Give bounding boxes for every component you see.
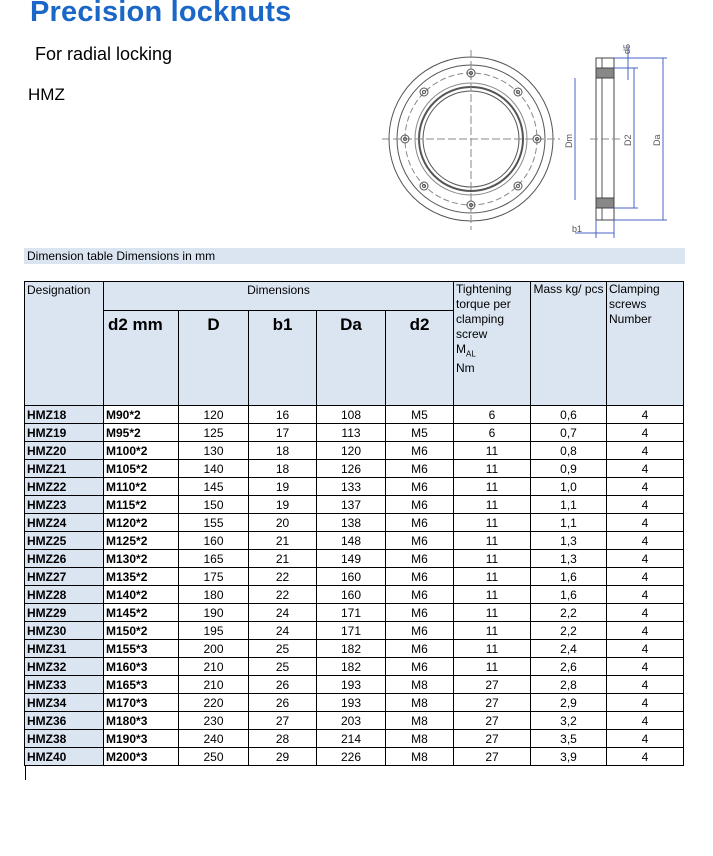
table-cell: 27 — [454, 712, 531, 730]
table-cell: 0,6 — [531, 406, 607, 424]
table-cell: 2,4 — [531, 640, 607, 658]
table-cell: 230 — [179, 712, 249, 730]
table-cell: 1,6 — [531, 586, 607, 604]
table-cell: M8 — [386, 694, 454, 712]
table-cell: 4 — [607, 514, 684, 532]
table-cell: 180 — [179, 586, 249, 604]
table-cell: M165*3 — [104, 676, 179, 694]
table-cell: 2,6 — [531, 658, 607, 676]
table-cell: 19 — [249, 478, 317, 496]
table-cell: M8 — [386, 712, 454, 730]
header-mass: Mass kg/ pcs — [531, 282, 607, 406]
page-title: Precision locknuts — [30, 0, 292, 28]
table-cell: 0,7 — [531, 424, 607, 442]
table-cell: M90*2 — [104, 406, 179, 424]
table-row — [25, 640, 684, 658]
table-cell: 2,2 — [531, 604, 607, 622]
table-cell: 4 — [607, 532, 684, 550]
table-cell: 4 — [607, 676, 684, 694]
table-cell: 1,3 — [531, 532, 607, 550]
table-cell: 4 — [607, 496, 684, 514]
table-cell: 4 — [607, 604, 684, 622]
table-cell: HMZ25 — [25, 532, 104, 550]
table-cell: 108 — [317, 406, 386, 424]
table-cell: M155*3 — [104, 640, 179, 658]
table-cell: 4 — [607, 406, 684, 424]
table-cell: 16 — [249, 406, 317, 424]
table-cell: 11 — [454, 568, 531, 586]
table-cell: M145*2 — [104, 604, 179, 622]
table-cell: 6 — [454, 424, 531, 442]
table-cell: M150*2 — [104, 622, 179, 640]
table-cell: 2,9 — [531, 694, 607, 712]
table-cell: M6 — [386, 640, 454, 658]
table-cell: 200 — [179, 640, 249, 658]
table-cell: HMZ28 — [25, 586, 104, 604]
table-row — [25, 658, 684, 676]
table-cell: HMZ18 — [25, 406, 104, 424]
table-cell: 17 — [249, 424, 317, 442]
table-cell: 125 — [179, 424, 249, 442]
drawing-label-b1: b1 — [572, 224, 583, 234]
table-cell: 210 — [179, 658, 249, 676]
section-title: Dimension table Dimensions in mm — [24, 248, 685, 264]
header-Da: Da — [317, 311, 386, 406]
table-cell: 20 — [249, 514, 317, 532]
table-cell: M6 — [386, 622, 454, 640]
product-code: HMZ — [28, 85, 65, 104]
table-cell: 26 — [249, 694, 317, 712]
table-cell: 11 — [454, 496, 531, 514]
table-cell: 160 — [179, 532, 249, 550]
table-row — [25, 676, 684, 694]
table-cell: 3,2 — [531, 712, 607, 730]
table-cell: 2,8 — [531, 676, 607, 694]
table-row — [25, 622, 684, 640]
table-cell: 182 — [317, 640, 386, 658]
table-cell: 150 — [179, 496, 249, 514]
table-cell: 193 — [317, 694, 386, 712]
drawing-label-Da: Da — [652, 134, 662, 146]
table-cell: 11 — [454, 658, 531, 676]
table-cell: M135*2 — [104, 568, 179, 586]
table-cell: 4 — [607, 460, 684, 478]
table-row — [25, 730, 684, 748]
table-cell: HMZ22 — [25, 478, 104, 496]
table-cell: M115*2 — [104, 496, 179, 514]
drawing-label-d5: d5 — [622, 43, 632, 54]
table-cell: 19 — [249, 496, 317, 514]
table-cell: 140 — [179, 460, 249, 478]
table-cell: 4 — [607, 442, 684, 460]
table-cell: HMZ30 — [25, 622, 104, 640]
table-cell: 11 — [454, 550, 531, 568]
table-row — [25, 532, 684, 550]
table-cell: 160 — [317, 568, 386, 586]
table-cell: 27 — [454, 748, 531, 766]
table-row — [25, 550, 684, 568]
drawing-label-Dm: Dm — [564, 134, 574, 148]
table-cell: M6 — [386, 442, 454, 460]
table-row — [25, 496, 684, 514]
table-cell: 21 — [249, 550, 317, 568]
table-cell: 149 — [317, 550, 386, 568]
table-cell: HMZ29 — [25, 604, 104, 622]
table-cell: 210 — [179, 676, 249, 694]
table-cell: 214 — [317, 730, 386, 748]
table-cell: 4 — [607, 712, 684, 730]
table-cell: M6 — [386, 568, 454, 586]
table-cell: HMZ19 — [25, 424, 104, 442]
table-cell: M8 — [386, 748, 454, 766]
table-cell: 138 — [317, 514, 386, 532]
table-cell: 171 — [317, 622, 386, 640]
table-cell: 4 — [607, 424, 684, 442]
table-cell: M170*3 — [104, 694, 179, 712]
table-cell: 0,8 — [531, 442, 607, 460]
table-cell: 11 — [454, 514, 531, 532]
table-cell: M6 — [386, 550, 454, 568]
table-cell: 2,2 — [531, 622, 607, 640]
table-cell: 4 — [607, 586, 684, 604]
table-row — [25, 748, 684, 766]
table-cell: 29 — [249, 748, 317, 766]
table-cell: M125*2 — [104, 532, 179, 550]
table-cell: 6 — [454, 406, 531, 424]
table-cell: 18 — [249, 460, 317, 478]
table-cell: 0,9 — [531, 460, 607, 478]
table-cell: HMZ32 — [25, 658, 104, 676]
table-cell: 26 — [249, 676, 317, 694]
table-cell: M6 — [386, 514, 454, 532]
table-cell: 220 — [179, 694, 249, 712]
table-cell: 24 — [249, 604, 317, 622]
table-cell: 11 — [454, 622, 531, 640]
table-row — [25, 712, 684, 730]
text-cursor — [25, 766, 26, 780]
table-cell: 171 — [317, 604, 386, 622]
table-cell: 4 — [607, 694, 684, 712]
table-cell: 1,3 — [531, 550, 607, 568]
dimension-table — [24, 281, 684, 766]
table-row — [25, 406, 684, 424]
table-cell: 1,0 — [531, 478, 607, 496]
table-cell: 4 — [607, 658, 684, 676]
table-cell: M6 — [386, 586, 454, 604]
table-row — [25, 424, 684, 442]
table-cell: 133 — [317, 478, 386, 496]
table-cell: 4 — [607, 478, 684, 496]
table-cell: 27 — [454, 694, 531, 712]
table-cell: M95*2 — [104, 424, 179, 442]
table-cell: M6 — [386, 532, 454, 550]
table-cell: M110*2 — [104, 478, 179, 496]
table-cell: 1,1 — [531, 496, 607, 514]
table-cell: M6 — [386, 604, 454, 622]
table-cell: HMZ24 — [25, 514, 104, 532]
table-cell: M5 — [386, 406, 454, 424]
table-cell: M140*2 — [104, 586, 179, 604]
table-row — [25, 442, 684, 460]
table-cell: 193 — [317, 676, 386, 694]
table-cell: 182 — [317, 658, 386, 676]
table-cell: HMZ40 — [25, 748, 104, 766]
table-cell: 3,9 — [531, 748, 607, 766]
table-cell: 113 — [317, 424, 386, 442]
table-cell: M160*3 — [104, 658, 179, 676]
table-cell: HMZ23 — [25, 496, 104, 514]
table-cell: M6 — [386, 496, 454, 514]
table-cell: 1,1 — [531, 514, 607, 532]
table-cell: 25 — [249, 640, 317, 658]
header-clamping-screws: Clamping screws Number — [607, 282, 684, 406]
table-cell: HMZ38 — [25, 730, 104, 748]
table-cell: 4 — [607, 622, 684, 640]
table-cell: M105*2 — [104, 460, 179, 478]
table-cell: 120 — [179, 406, 249, 424]
table-cell: 4 — [607, 748, 684, 766]
table-cell: 145 — [179, 478, 249, 496]
locknut-technical-drawing — [382, 40, 682, 240]
table-cell: HMZ20 — [25, 442, 104, 460]
table-cell: 11 — [454, 604, 531, 622]
table-cell: 11 — [454, 460, 531, 478]
table-cell: 11 — [454, 442, 531, 460]
table-cell: M8 — [386, 676, 454, 694]
table-cell: 148 — [317, 532, 386, 550]
table-cell: 203 — [317, 712, 386, 730]
table-cell: 4 — [607, 568, 684, 586]
table-cell: 4 — [607, 730, 684, 748]
table-cell: 27 — [454, 676, 531, 694]
table-cell: M180*3 — [104, 712, 179, 730]
header-d2mm: d2 mm — [104, 311, 179, 406]
table-cell: HMZ34 — [25, 694, 104, 712]
table-row — [25, 604, 684, 622]
header-b1: b1 — [249, 311, 317, 406]
table-row — [25, 478, 684, 496]
header-tightening-torque: Tightening torque per clamping screw $M_{AL}$ Nm — [454, 282, 531, 406]
table-row — [25, 586, 684, 604]
table-cell: 226 — [317, 748, 386, 766]
table-row — [25, 694, 684, 712]
table-cell: 11 — [454, 586, 531, 604]
table-cell: HMZ21 — [25, 460, 104, 478]
table-cell: M6 — [386, 478, 454, 496]
table-row — [25, 514, 684, 532]
header-D: D — [179, 311, 249, 406]
table-cell: 240 — [179, 730, 249, 748]
table-cell: M6 — [386, 658, 454, 676]
table-cell: 25 — [249, 658, 317, 676]
table-cell: M8 — [386, 730, 454, 748]
table-cell: 11 — [454, 478, 531, 496]
table-cell: 165 — [179, 550, 249, 568]
table-cell: HMZ26 — [25, 550, 104, 568]
table-body — [25, 406, 684, 766]
table-cell: 4 — [607, 640, 684, 658]
table-cell: 120 — [317, 442, 386, 460]
table-cell: 160 — [317, 586, 386, 604]
header-designation: Designation — [25, 282, 104, 406]
table-cell: HMZ27 — [25, 568, 104, 586]
table-cell: 3,5 — [531, 730, 607, 748]
table-cell: M100*2 — [104, 442, 179, 460]
table-cell: 195 — [179, 622, 249, 640]
table-cell: M120*2 — [104, 514, 179, 532]
table-cell: HMZ31 — [25, 640, 104, 658]
drawing-label-D2: D2 — [623, 134, 633, 146]
table-cell: M200*3 — [104, 748, 179, 766]
table-cell: 126 — [317, 460, 386, 478]
header-d2: d2 — [386, 311, 454, 406]
header-dimensions: Dimensions — [104, 282, 454, 311]
table-cell: HMZ33 — [25, 676, 104, 694]
table-cell: 24 — [249, 622, 317, 640]
table-cell: 18 — [249, 442, 317, 460]
table-cell: HMZ36 — [25, 712, 104, 730]
table-cell: 27 — [454, 730, 531, 748]
table-cell: 175 — [179, 568, 249, 586]
table-cell: 4 — [607, 550, 684, 568]
table-cell: 22 — [249, 568, 317, 586]
table-cell: 190 — [179, 604, 249, 622]
table-cell: 11 — [454, 532, 531, 550]
table-cell: M6 — [386, 460, 454, 478]
table-cell: M190*3 — [104, 730, 179, 748]
table-cell: 130 — [179, 442, 249, 460]
table-cell: 250 — [179, 748, 249, 766]
table-cell: 22 — [249, 586, 317, 604]
table-cell: 1,6 — [531, 568, 607, 586]
table-cell: M5 — [386, 424, 454, 442]
table-cell: 28 — [249, 730, 317, 748]
table-row — [25, 568, 684, 586]
table-cell: 27 — [249, 712, 317, 730]
table-cell: 11 — [454, 640, 531, 658]
table-cell: 137 — [317, 496, 386, 514]
page-subtitle: For radial locking — [35, 44, 173, 64]
table-cell: 155 — [179, 514, 249, 532]
table-cell: 21 — [249, 532, 317, 550]
table-row — [25, 460, 684, 478]
table-cell: M130*2 — [104, 550, 179, 568]
